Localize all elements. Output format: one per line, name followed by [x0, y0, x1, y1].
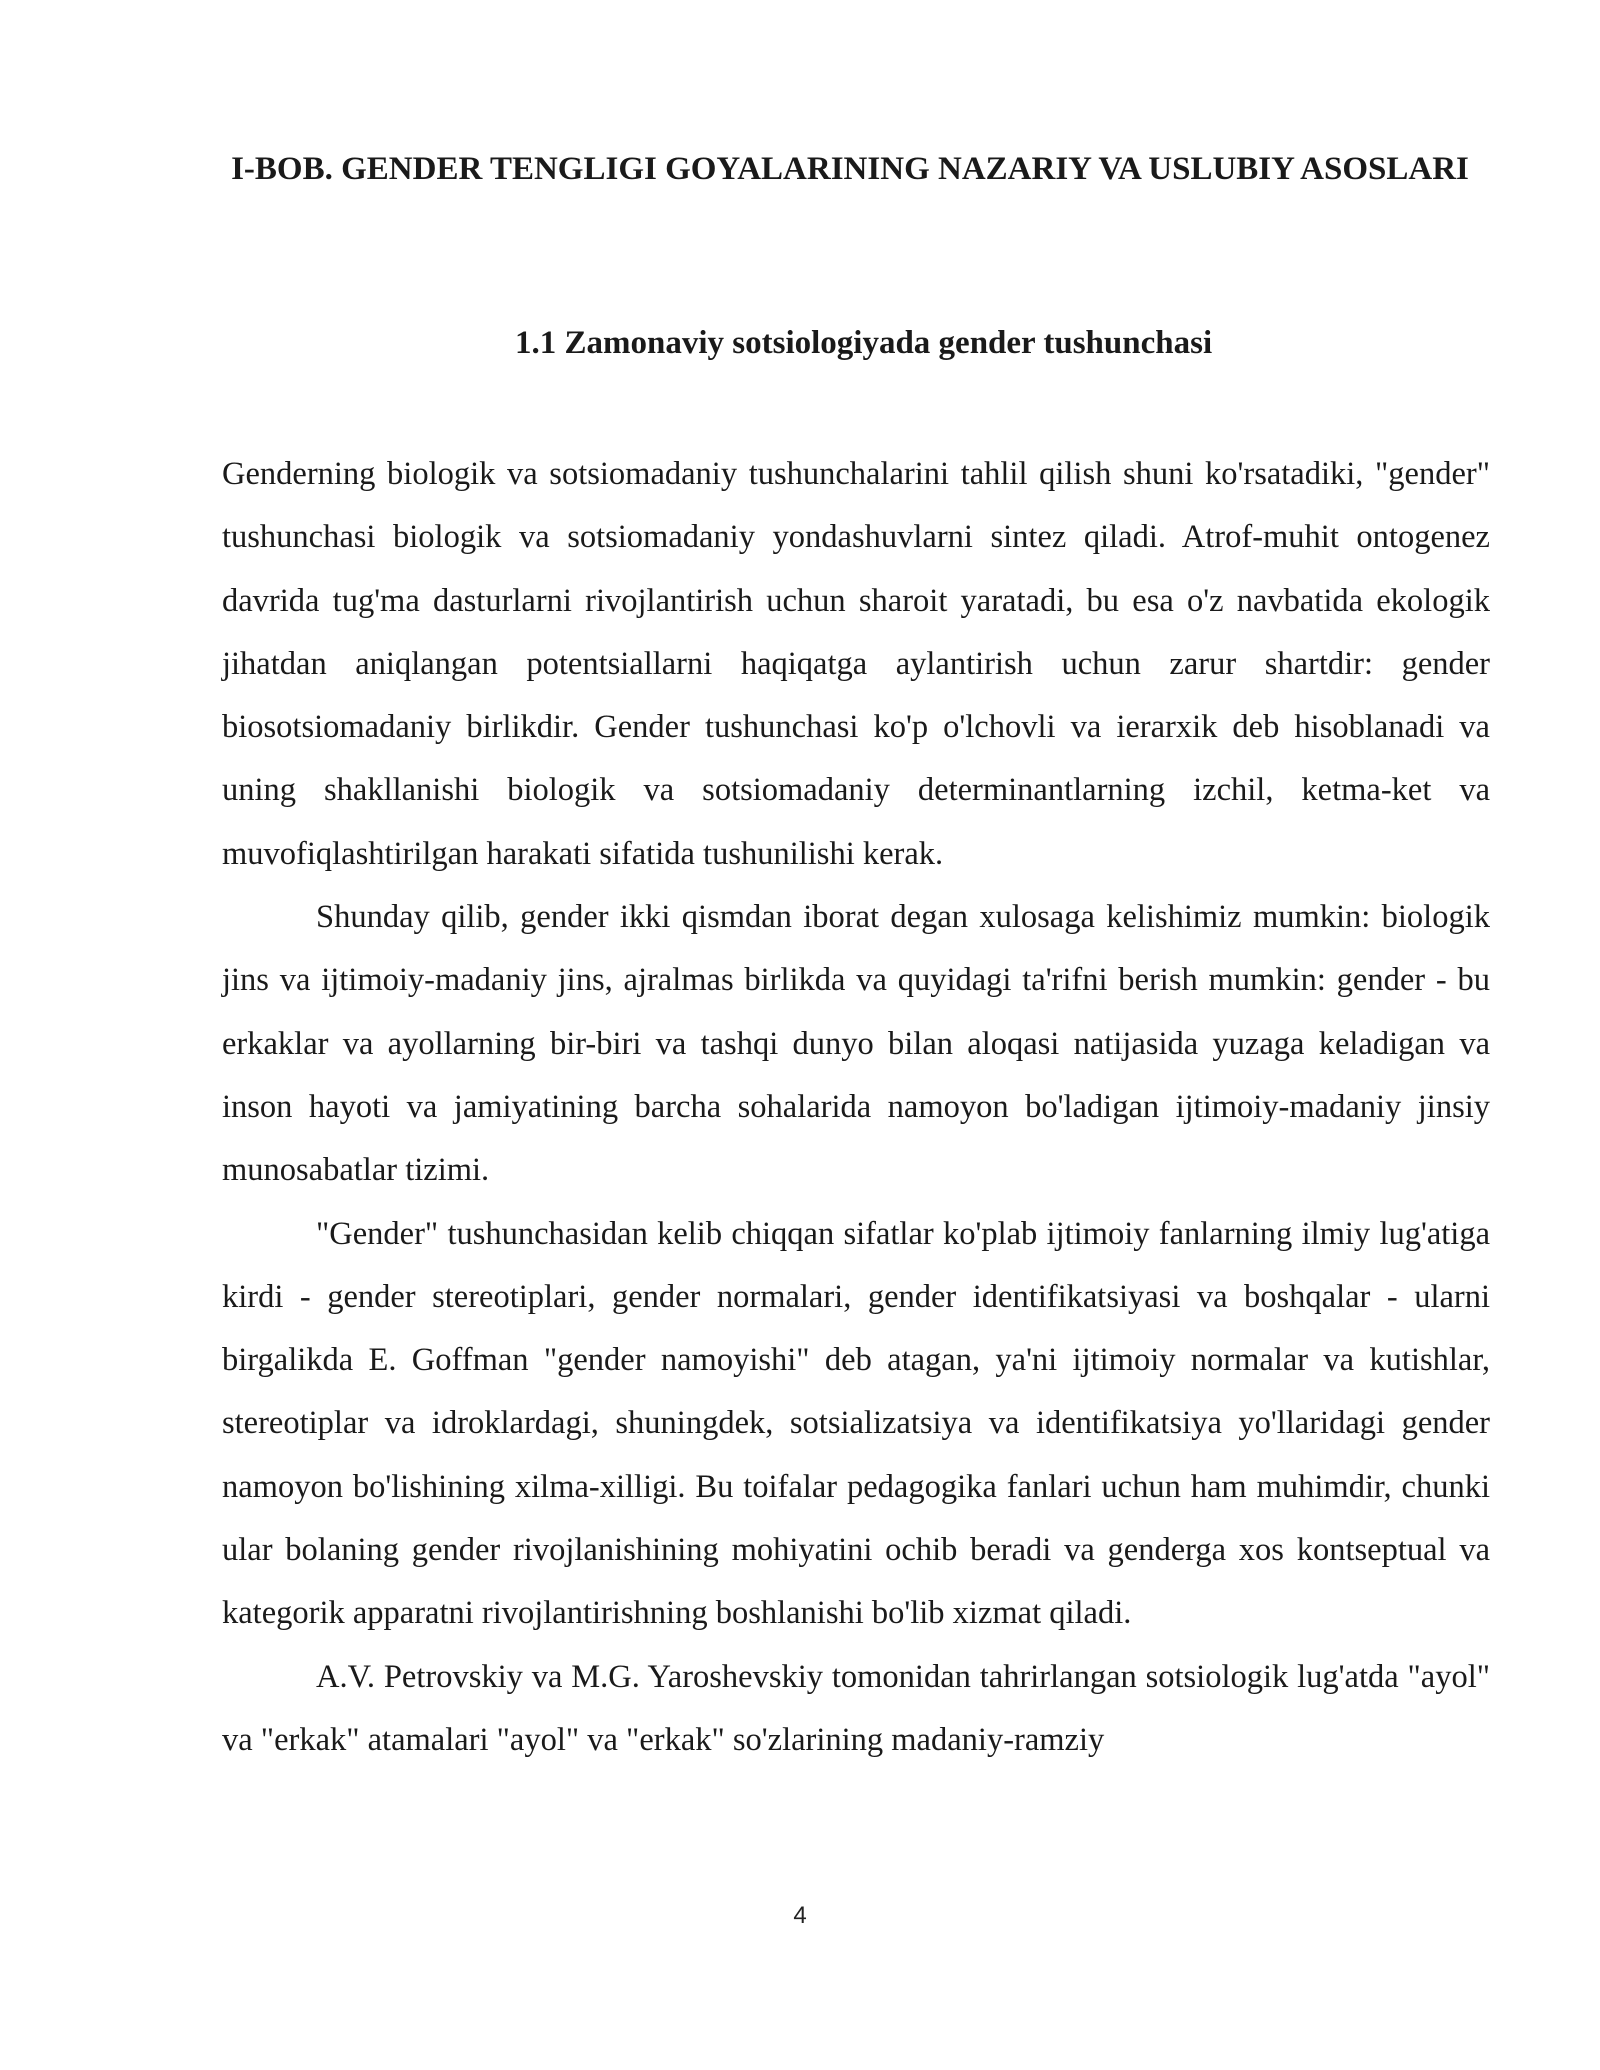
- chapter-title: I-BOB. GENDER TENGLIGI GOYALARINING NAZARIY VA USLUBIY ASOSLARI: [231, 151, 1469, 187]
- section-title: 1.1 Zamonaviy sotsiologiyada gender tushunchasi: [515, 325, 1213, 361]
- body-text: [222, 443, 1490, 1772]
- paragraph-4: A.V. Petrovskiy va M.G. Yaroshevskiy tomonidan tahrirlangan sotsiologik lug'atda "ayol" va "erkak" atamalari "ayol" va "erkak" so'zlarining madaniy-ramziy: [222, 1658, 1490, 1758]
- page-number: 4: [793, 1902, 807, 1929]
- paragraph-2: Shunday qilib, gender ikki qismdan iborat degan xulosaga kelishimiz mumkin: biologik jins va ijtimoiy-madaniy jins, ajralmas birlikda va quyidagi ta'rifni berish mumkin: gender - bu erkaklar va ayollarning bir-biri va tashqi dunyo bilan aloqasi natijasida yuzaga keladigan va inson hayoti va jamiyatining barcha sohalarida namoyon bo'ladigan ijtimoiy-madaniy jinsiy munosabatlar tizimi.: [222, 899, 1490, 1189]
- paragraph-3: "Gender" tushunchasidan kelib chiqqan sifatlar ko'plab ijtimoiy fanlarning ilmiy lug'atiga kirdi - gender stereotiplari, gender normalari, gender identifikatsiyasi va boshqalar - ularni birgalikda E. Goffman "gender namoyishi" deb atagan, ya'ni ijtimoiy normalar va kutishlar, stereotiplar va idroklardagi, shuningdek, sotsializatsiya va identifikatsiya yo'llaridagi gender namoyon bo'lishining xilma-xilligi. Bu toifalar pedagogika fanlari uchun ham muhimdir, chunki ular bolaning gender rivojlanishining mohiyatini ochib beradi va genderga xos kontseptual va kategorik apparatni rivojlantirishning boshlanishi bo'lib xizmat qiladi.: [222, 1215, 1490, 1632]
- paragraph-1: Genderning biologik va sotsiomadaniy tushunchalarini tahlil qilish shuni ko'rsatadiki, "gender" tushunchasi biologik va sotsiomadaniy yondashuvlarni sintez qiladi. Atrof-muhit ontogenez davrida tug'ma dasturlarni rivojlantirish uchun sharoit yaratadi, bu esa o'z navbatida ekologik jihatdan aniqlangan potentsiallarni haqiqatga aylantirish uchun zarur shartdir: gender biosotsiomadaniy birlikdir. Gender tushunchasi ko'p o'lchovli va ierarxik deb hisoblanadi va uning shakllanishi biologik va sotsiomadaniy determinantlarning izchil, ketma-ket va muvofiqlashtirilgan harakati sifatida tushunilishi kerak.: [222, 456, 1490, 872]
